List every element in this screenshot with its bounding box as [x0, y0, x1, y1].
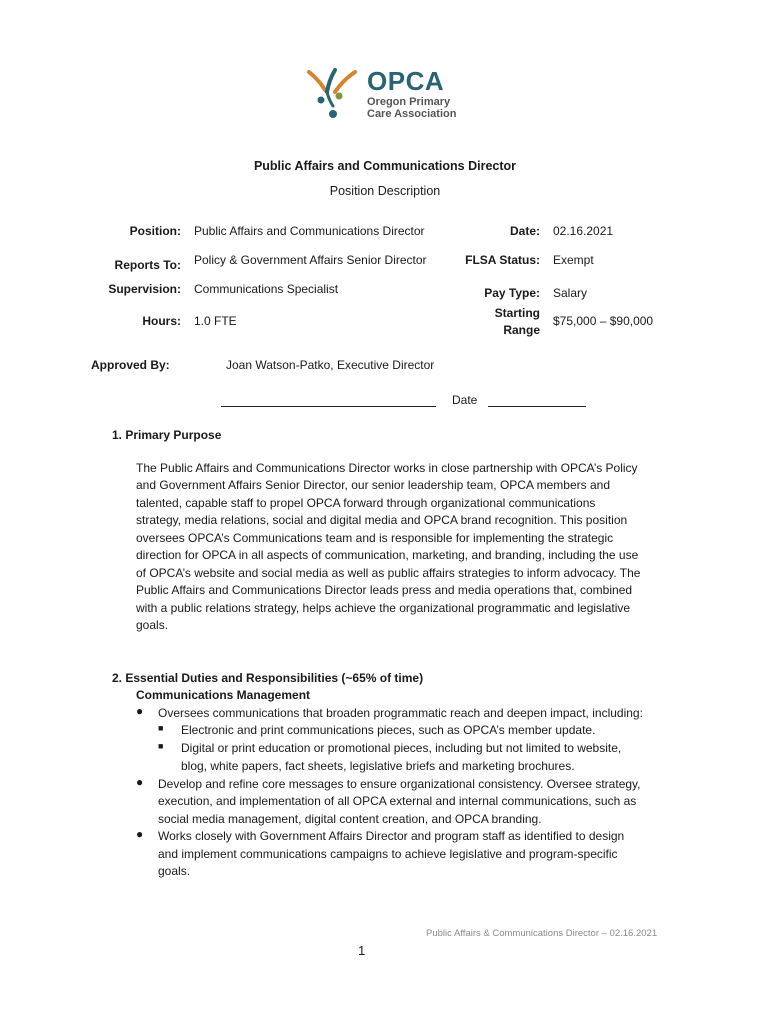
bullet-icon: ●: [136, 775, 144, 789]
logo-line-2: Care Association: [367, 108, 457, 120]
approved-by-label: Approved By:: [91, 358, 170, 372]
date-value: 02.16.2021: [553, 224, 614, 238]
approval-date-label: Date: [452, 393, 478, 407]
signature-line: [221, 406, 436, 407]
list-item: Develop and refine core messages to ensure organizational consistency. Oversee strategy,: [158, 777, 641, 791]
reports-to-value: Policy & Government Affairs Senior Director: [194, 253, 427, 267]
starting-range-label-1: Starting: [494, 306, 540, 320]
document-title: Public Affairs and Communications Director: [253, 159, 517, 173]
paragraph-line: of OPCA’s website and social media as well as public affairs strategies to inform advocacy. The: [136, 566, 641, 580]
list-item: Oversees communications that broaden programmatic reach and deepen impact, including:: [158, 706, 643, 720]
pay-type-value: Salary: [553, 286, 588, 300]
bullet-icon: ●: [136, 827, 144, 841]
list-item-continued: goals.: [158, 864, 191, 878]
list-item-continued: execution, and implementation of all OPCA external and internal communications, such as: [158, 794, 637, 808]
square-bullet-icon: ■: [158, 741, 164, 751]
paragraph-line: direction for OPCA in all aspects of communication, marketing, and branding, including the use: [136, 548, 639, 562]
document-subtitle: Position Description: [329, 184, 441, 198]
paragraph-line: Public Affairs and Communications Director leads press and media operations that, combined: [136, 583, 633, 597]
paragraph-line: The Public Affairs and Communications Director works in close partnership with OPCA’s Policy: [136, 461, 638, 475]
list-item: Electronic and print communications pieces, such as OPCA’s member update.: [181, 723, 596, 737]
starting-range-label-2: Range: [503, 323, 540, 337]
paragraph-line: with a public relations strategy, helps achieve the organizational programmatic and legislative: [136, 601, 631, 615]
flsa-label: FLSA Status:: [465, 253, 540, 267]
paragraph-line: and Government Affairs Senior Director, our senior leadership team, OPCA members and: [136, 478, 611, 492]
paragraph-line: strategy, media relations, social and digital media and OPCA brand recognition. This position: [136, 513, 628, 527]
logo-line-1: Oregon Primary: [367, 96, 451, 108]
position-value: Public Affairs and Communications Director: [194, 224, 425, 238]
opca-figures-icon: [305, 66, 363, 122]
starting-range-value: $75,000 – $90,000: [553, 314, 654, 328]
supervision-value: Communications Specialist: [194, 282, 339, 296]
list-item: Digital or print education or promotional pieces, including but not limited to website,: [181, 741, 622, 755]
paragraph-line: talented, capable staff to propel OPCA forward through organizational communications: [136, 496, 596, 510]
approval-date-line: [488, 406, 586, 407]
section-2-heading: 2. Essential Duties and Responsibilities (~65% of time): [112, 671, 424, 685]
supervision-label: Supervision:: [108, 282, 181, 296]
list-item: Works closely with Government Affairs Director and program staff as identified to design: [158, 829, 625, 843]
page-footer: Public Affairs & Communications Director – 02.16.2021: [426, 928, 658, 939]
square-bullet-icon: ■: [158, 723, 164, 733]
date-label: Date:: [509, 224, 540, 238]
position-label: Position:: [129, 224, 181, 238]
page-number: 1: [358, 943, 366, 958]
hours-label: Hours:: [142, 314, 181, 328]
paragraph-line: oversees OPCA’s Communications team and is responsible for implementing the strategic: [136, 531, 614, 545]
pay-type-label: Pay Type:: [484, 286, 540, 300]
list-item-continued: blog, white papers, fact sheets, legislative briefs and marketing brochures.: [181, 759, 575, 773]
list-item-continued: social media management, digital content creation, and OPCA branding.: [158, 812, 542, 826]
section-2-subheading: Communications Management: [136, 688, 311, 702]
hours-value: 1.0 FTE: [194, 314, 237, 328]
bullet-icon: ●: [136, 704, 144, 718]
section-1-heading: 1. Primary Purpose: [112, 428, 222, 442]
opca-logo: [305, 66, 475, 122]
reports-to-label: Reports To:: [114, 258, 181, 272]
paragraph-line: goals.: [136, 618, 169, 632]
approved-by-value: Joan Watson-Patko, Executive Director: [226, 358, 435, 372]
list-item-continued: and implement communications campaigns to achieve legislative and program-specific: [158, 847, 618, 861]
logo-name: OPCA: [367, 66, 445, 96]
flsa-value: Exempt: [553, 253, 594, 267]
